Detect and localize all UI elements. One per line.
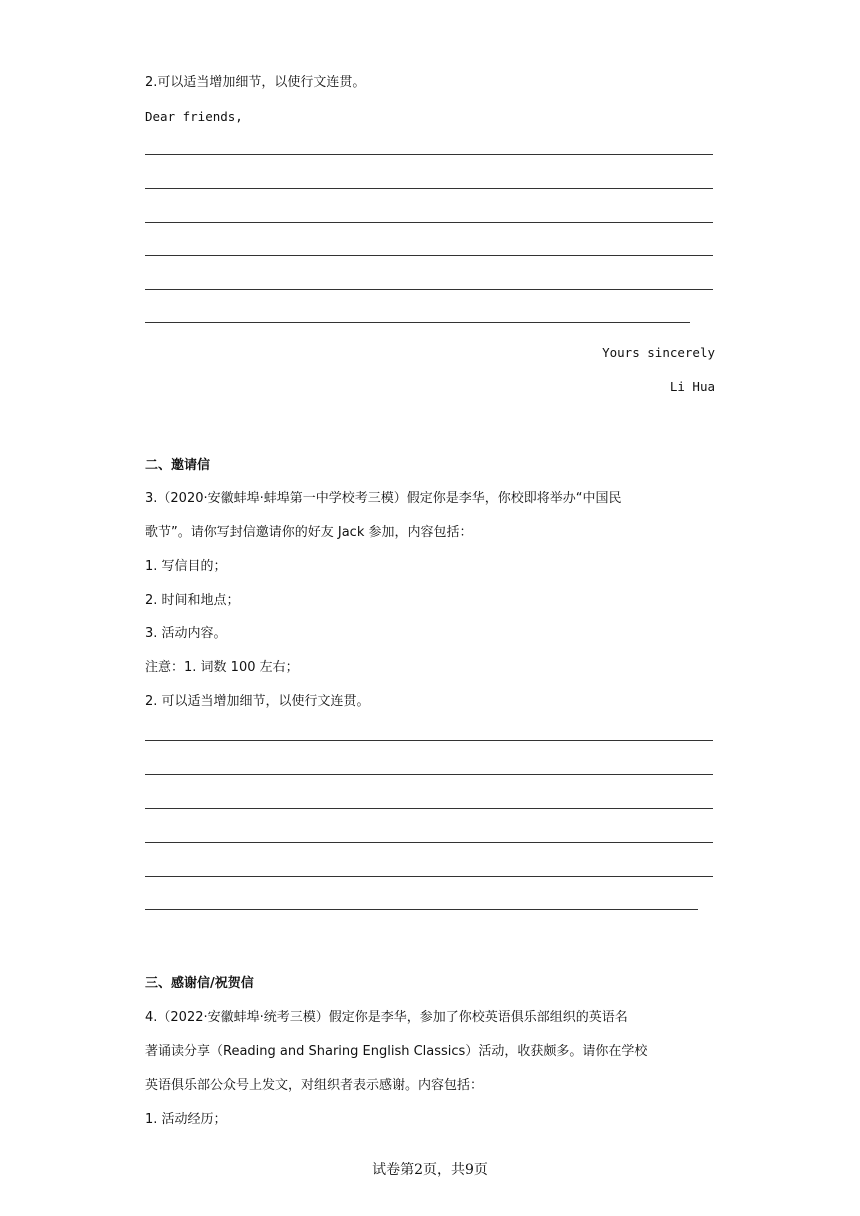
- answer-line: [145, 289, 713, 290]
- page-number: 试卷第2页，共9页: [372, 1162, 488, 1178]
- answer-line: [145, 322, 690, 323]
- letter-closing: Yours sincerely: [602, 345, 715, 360]
- answer-line: [145, 842, 713, 843]
- requirement-item-1: 1. 写信目的；: [145, 559, 227, 574]
- note-word-count: 注意：1. 词数 100 左右；: [145, 660, 299, 675]
- note-details: 2. 可以适当增加细节，以使行文连贯。: [145, 694, 370, 709]
- answer-line: [145, 222, 713, 223]
- answer-line: [145, 740, 713, 741]
- question-3-line-1: 3.（2020·安徽蚌埠·蚌埠第一中学校考三模）假定你是李华，你校即将举办“中国民: [145, 491, 622, 506]
- writing-tip-2: 2.可以适当增加细节，以使行文连贯。: [145, 75, 366, 90]
- question-4-line-1: 4.（2022·安徽蚌埠·统考三模）假定你是李华，参加了你校英语俱乐部组织的英语名: [145, 1010, 628, 1025]
- answer-line: [145, 909, 698, 910]
- requirement-item-2: 2. 时间和地点；: [145, 593, 240, 608]
- section-heading-thanks: 三、感谢信/祝贺信: [145, 976, 254, 991]
- answer-line: [145, 876, 713, 877]
- letter-signature: Li Hua: [669, 379, 715, 394]
- requirement-item-1: 1. 活动经历；: [145, 1112, 227, 1127]
- question-4-line-3: 英语俱乐部公众号上发文，对组织者表示感谢。内容包括：: [145, 1078, 484, 1093]
- answer-line: [145, 808, 713, 809]
- requirement-item-3: 3. 活动内容。: [145, 626, 227, 641]
- section-heading-invitation: 二、邀请信: [145, 458, 211, 473]
- letter-greeting: Dear friends,: [145, 109, 243, 124]
- answer-line: [145, 255, 713, 256]
- answer-line: [145, 188, 713, 189]
- question-4-line-2: 著诵读分享（Reading and Sharing English Classics）活动，收获颇多。请你在学校: [145, 1044, 648, 1059]
- answer-line: [145, 774, 713, 775]
- question-3-line-2: 歌节”。请你写封信邀请你的好友 Jack 参加，内容包括：: [145, 525, 473, 540]
- answer-line: [145, 154, 713, 155]
